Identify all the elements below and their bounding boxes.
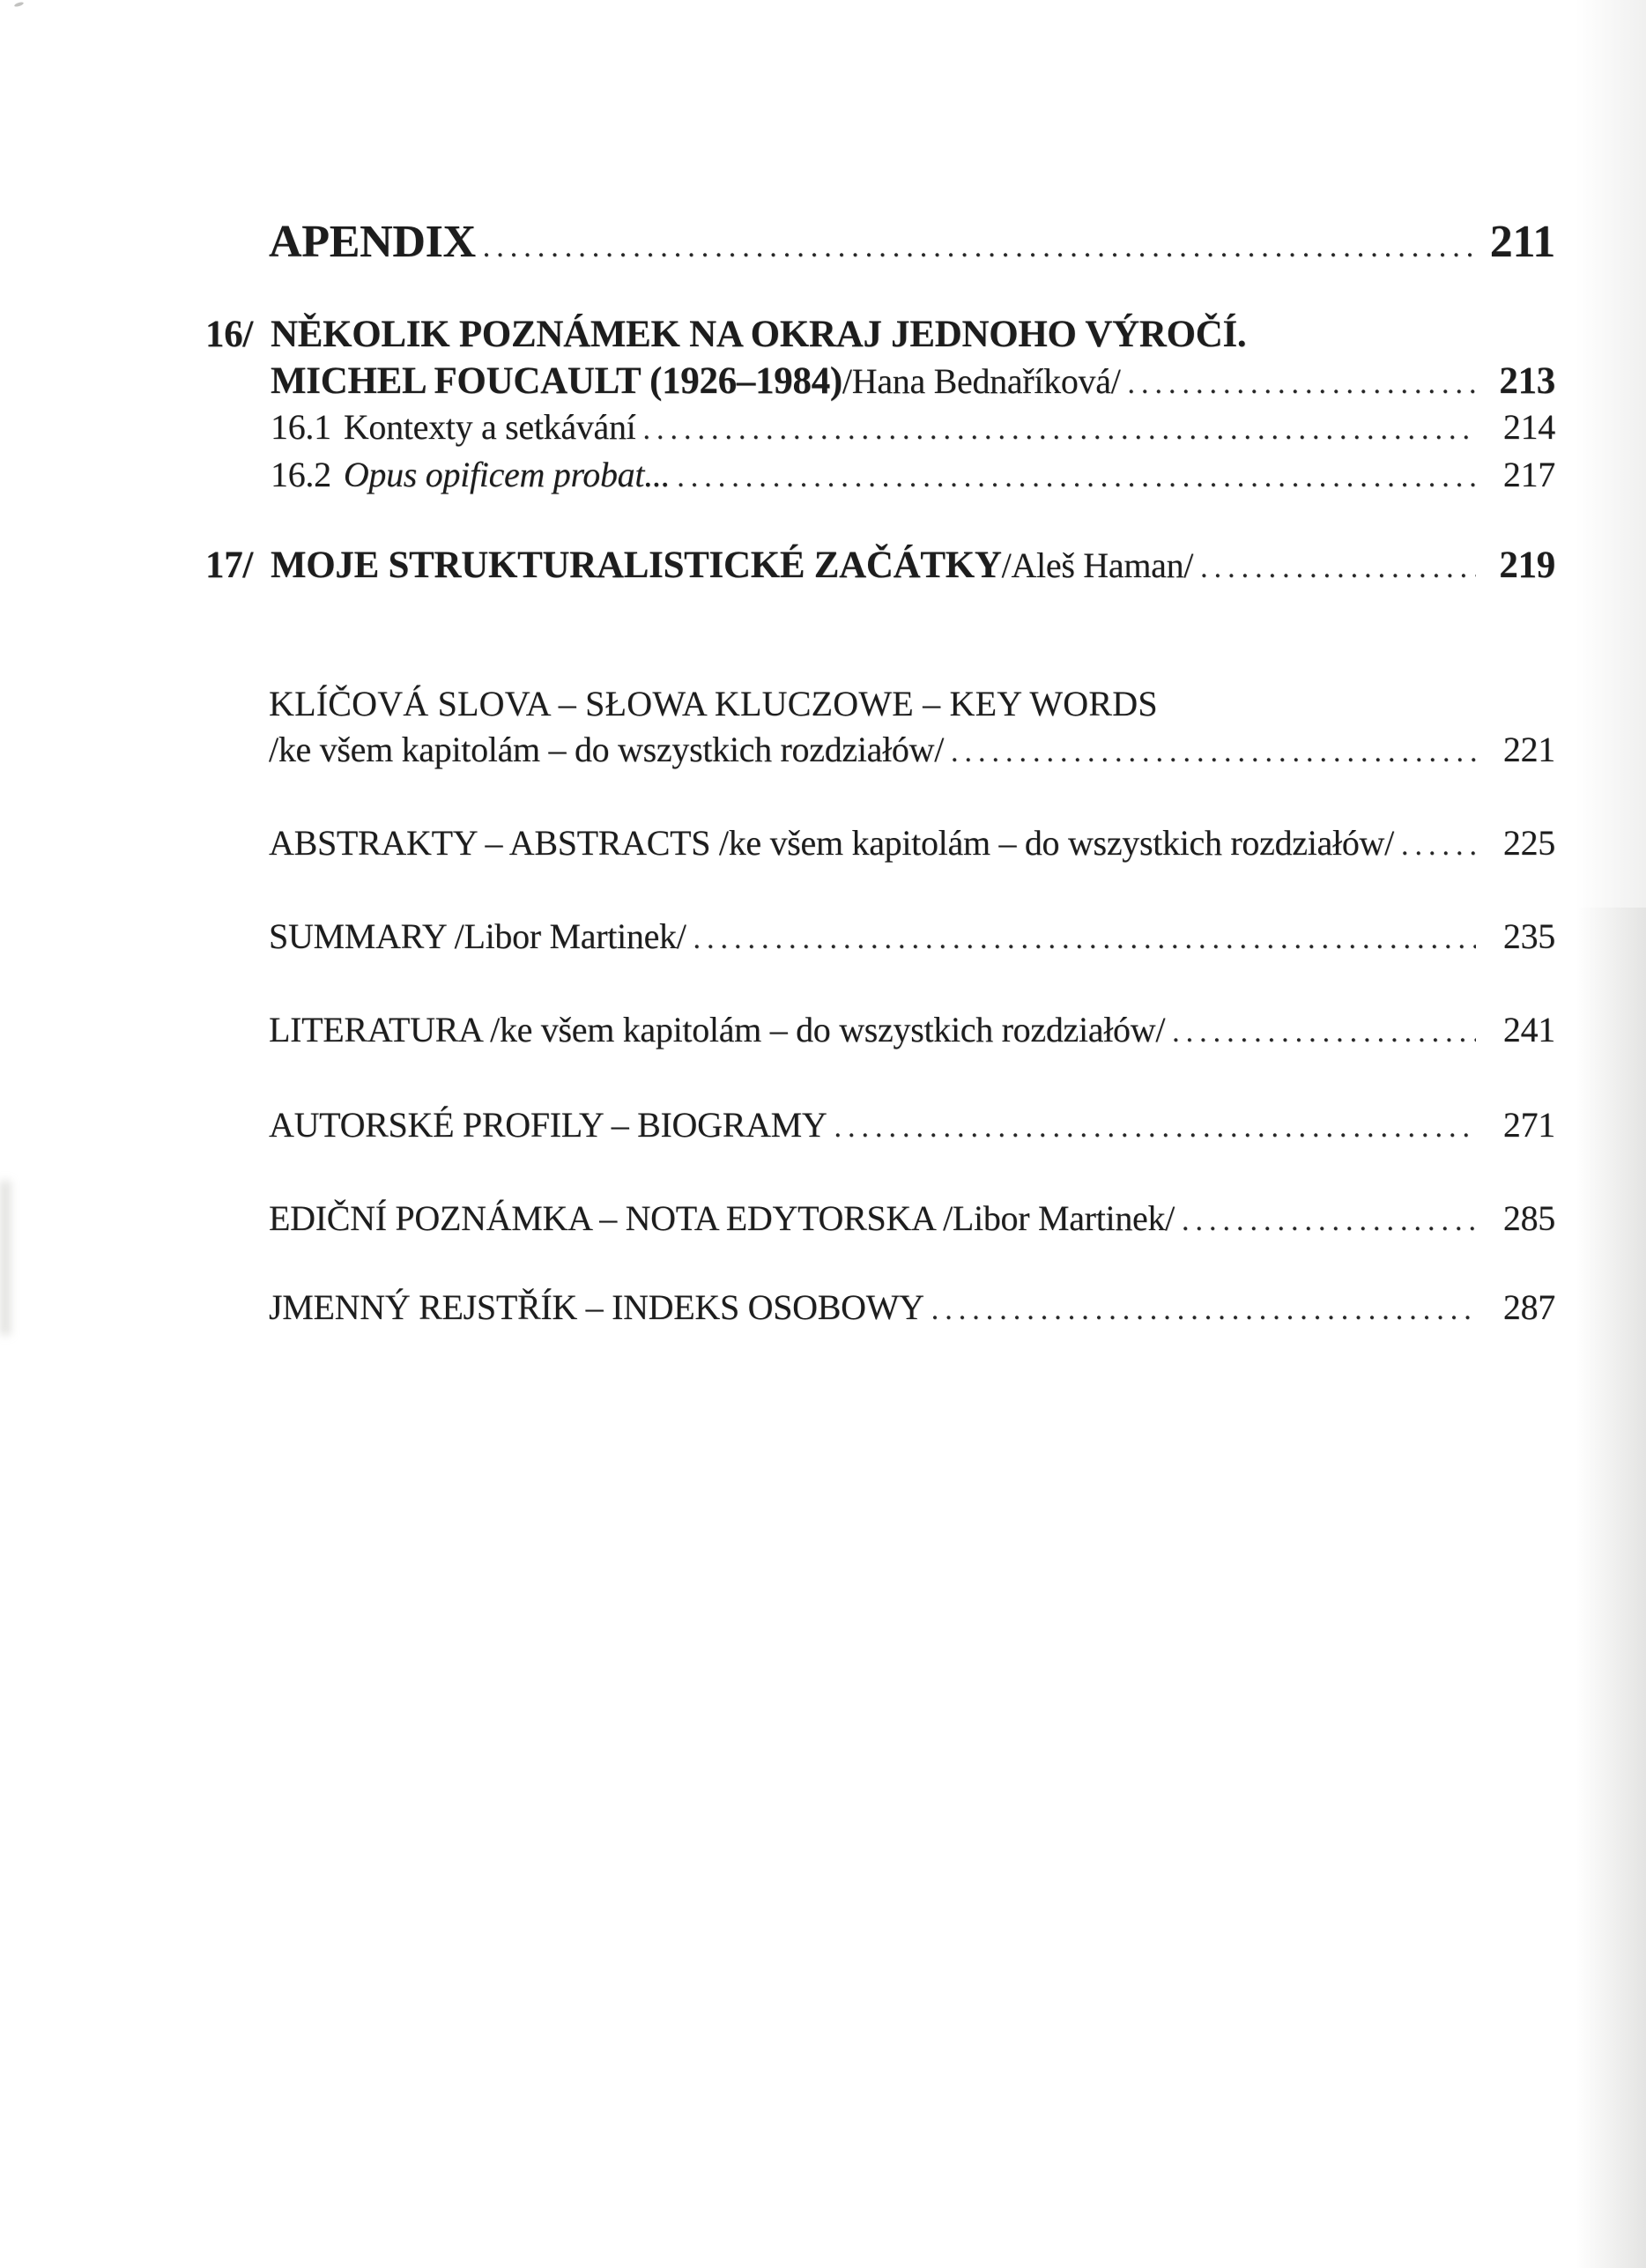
toc-entry-editorial-note-page: 285	[1502, 1198, 1555, 1238]
toc-entry-keywords-line1	[269, 685, 1555, 724]
scan-smudge	[0, 1181, 11, 1335]
toc-entry-ch16-sub1-page: 214	[1502, 407, 1555, 447]
toc-entry-ch16-author: /Hana Bednaříková/	[842, 361, 1121, 401]
toc-entry-name-index-page: 287	[1502, 1287, 1555, 1327]
toc-entry-literatura	[269, 1011, 1555, 1050]
dot-leader	[1182, 1204, 1476, 1238]
dot-leader	[834, 1111, 1476, 1145]
toc-entry-apendix	[269, 217, 1555, 268]
toc-entry-profiles-title: AUTORSKÉ PROFILY – BIOGRAMY	[269, 1105, 827, 1145]
toc-entry-apendix-page: 211	[1489, 217, 1555, 267]
toc-entry-ch16-sub2-page: 217	[1502, 455, 1555, 494]
dot-leader	[931, 1293, 1476, 1327]
toc-entry-profiles-page: 271	[1502, 1105, 1555, 1145]
toc-entry-keywords-subtitle: /ke všem kapitolám – do wszystkich rozdziałów/	[269, 730, 945, 769]
toc-entry-ch17-number: 17/	[205, 545, 254, 586]
toc-entry-keywords-page: 221	[1502, 730, 1555, 769]
toc-entry-ch16-page: 213	[1499, 360, 1555, 402]
toc-entry-ch16-sub1-title: Kontexty a setkávání	[343, 407, 636, 447]
toc-entry-ch17-author: /Aleš Haman/	[1001, 545, 1194, 585]
dot-leader	[951, 736, 1476, 769]
toc-entry-ch17-page: 219	[1499, 545, 1555, 586]
toc-entry-editorial-note-title: EDIČNÍ POZNÁMKA – NOTA EDYTORSKA /Libor Martinek/	[269, 1198, 1175, 1238]
toc-entry-abstracts-title: ABSTRAKTY – ABSTRACTS /ke všem kapitolám – do wszystkich rozdziałów/	[269, 823, 1394, 863]
dot-leader	[693, 923, 1476, 956]
toc-entry-name-index-title: JMENNÝ REJSTŘÍK – INDEKS OSOBOWY	[269, 1287, 924, 1327]
toc-entry-ch16-title2: MICHEL FOUCAULT (1926–1984)	[271, 360, 842, 402]
scan-edge-shadow-bottom	[1576, 908, 1646, 2268]
toc-entry-keywords-line2	[269, 730, 1555, 770]
dot-leader	[483, 231, 1476, 264]
toc-entry-ch16-sub2-number: 16.2	[271, 455, 331, 494]
toc-entry-summary-title: SUMMARY /Libor Martinek/	[269, 916, 686, 956]
toc-entry-keywords-title: KLÍČOVÁ SLOVA – SŁOWA KLUCZOWE – KEY WORDS	[269, 684, 1158, 723]
toc-entry-name-index	[269, 1288, 1555, 1328]
toc-entry-editorial-note	[269, 1199, 1555, 1239]
dot-leader	[1128, 367, 1476, 401]
toc-entry-literatura-page: 241	[1502, 1010, 1555, 1049]
toc-entry-abstracts-page: 225	[1502, 823, 1555, 863]
dot-leader	[643, 413, 1477, 447]
toc-entry-summary-page: 235	[1502, 916, 1555, 956]
toc-entry-ch17	[205, 545, 1555, 587]
toc-entry-ch16-title1: NĚKOLIK POZNÁMEK NA OKRAJ JEDNOHO VÝROČÍ.	[271, 314, 1247, 355]
toc-entry-profiles	[269, 1106, 1555, 1145]
toc-entry-apendix-title: APENDIX	[269, 217, 476, 267]
toc-entry-summary	[269, 917, 1555, 957]
dot-leader	[677, 461, 1476, 494]
toc-entry-ch16-sub2-title: Opus opificem probat...	[343, 455, 671, 494]
dot-leader	[1200, 552, 1476, 585]
toc-entry-literatura-title: LITERATURA /ke všem kapitolám – do wszystkich rozdziałów/	[269, 1010, 1166, 1049]
toc-entry-abstracts	[269, 824, 1555, 863]
dot-leader	[1401, 829, 1476, 863]
scan-speck	[14, 1, 25, 7]
dot-leader	[1172, 1016, 1476, 1049]
toc-entry-ch16-number: 16/	[205, 314, 254, 355]
toc-entry-ch16-sub2	[271, 456, 1555, 495]
toc-entry-ch16-sub1-number: 16.1	[271, 407, 331, 447]
toc-entry-ch16-sub1	[271, 408, 1555, 448]
toc-entry-ch16-line1	[205, 314, 1555, 356]
toc-entry-ch16-line2	[271, 360, 1555, 403]
toc-entry-ch17-title: MOJE STRUKTURALISTICKÉ ZAČÁTKY	[271, 545, 1002, 586]
